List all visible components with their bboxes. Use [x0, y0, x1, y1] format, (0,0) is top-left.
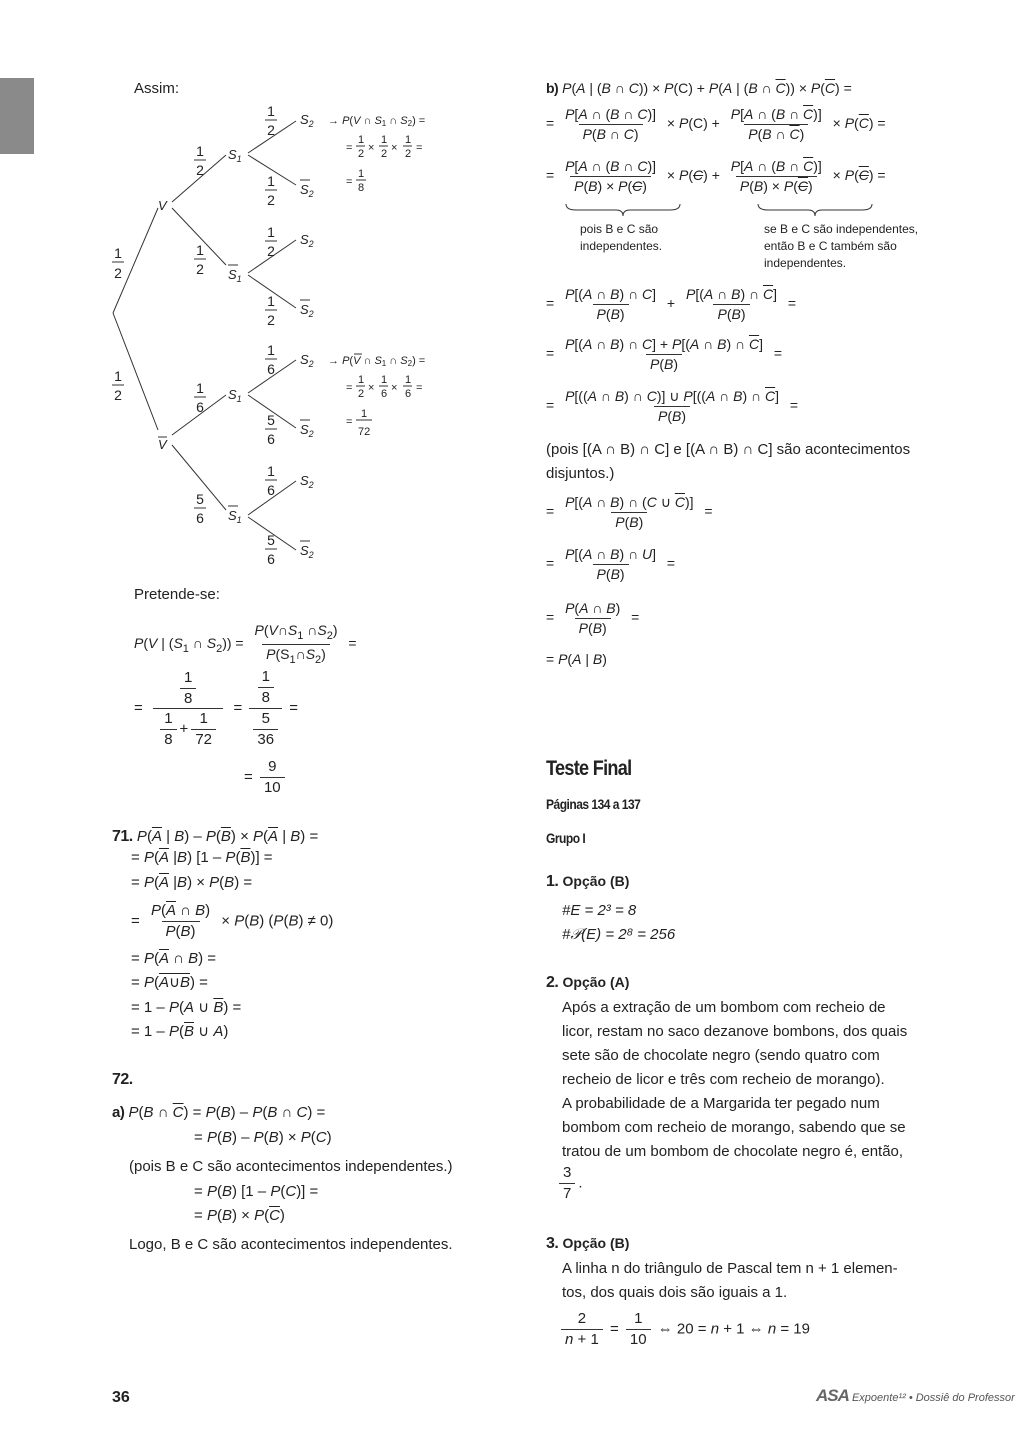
q3-header: [546, 1234, 629, 1253]
ex71: 71. $P(\overline{A}$ | $B) - P(\overline{B}) \times P(\overline{A}$ | B) =: [112, 828, 319, 845]
q2-option: Opção (A): [562, 974, 630, 990]
b-line3: = $\frac{P[A \cap (B \cap C)]}{P(B) \times P(C)}$ × P(C) + $\frac{P[A \cap (B \cap \overline{C})]}{P(B) \times P(C)}$ × P(C) =: [546, 158, 886, 194]
node-s1: $S_1$: [228, 147, 242, 164]
svg-text:6: 6: [196, 399, 204, 415]
conditional-formula: P(V | ($S_1$ ∩ $S_2$)) = $\frac{P(V\cap S_1 \cap S_2)}{P(S_1\cap S_2)}$ =: [134, 622, 357, 666]
asa-logo: ASA: [816, 1386, 849, 1405]
svg-text:S1: $S_1$: [228, 387, 242, 404]
svg-text:1: 1: [405, 134, 412, 146]
b-line7: = $\frac{P[(A \cap B) \cap (C \cup \overline{C})]}{P(B)}$ =: [546, 494, 713, 530]
svg-text:=: =: [346, 176, 353, 188]
result2-num: 1: [361, 408, 368, 420]
svg-text:S2: $S_2$: [300, 232, 314, 249]
svg-text:1: 1: [405, 374, 412, 386]
svg-text:1: 1: [267, 463, 275, 479]
svg-text:×: ×: [391, 382, 398, 394]
p-root-vbar-num: 1: [114, 368, 122, 384]
result1-num: 1: [358, 168, 365, 180]
svg-text:1: 1: [267, 293, 275, 309]
b-line1: b) P(A | (B ∩ C)) × P(C) + P(A | (B ∩ $\overline{C})) \times P(\overline{C})$ =: [546, 80, 852, 96]
svg-text:2: 2: [358, 148, 365, 160]
b-line6: = $\frac{P[((A \cap B) \cap C)] \cup P[((A \cap B) \cap \overline{C}]}{P(B)}$ =: [546, 388, 799, 424]
brace-left: [564, 202, 682, 218]
svg-text:=: =: [416, 142, 423, 154]
svg-text:1: 1: [358, 134, 365, 146]
q2-header: [546, 973, 629, 992]
b-label: b): [546, 80, 559, 96]
ex71-number: 71.: [112, 828, 133, 845]
svg-text:6: 6: [405, 388, 412, 400]
svg-text:×: ×: [368, 382, 375, 394]
result1-den: 8: [358, 182, 365, 194]
assim-label: Assim:: [134, 80, 179, 97]
side-tab: [0, 78, 34, 154]
probability-tree: [100, 95, 460, 595]
q1-number: 1.: [546, 873, 559, 890]
svg-text:6: 6: [267, 482, 275, 498]
ex72a-line1: a) P(B ∩ $\overline{C}) = P(B) - P(B$ ∩ C) =: [112, 1104, 326, 1121]
svg-text:S2: $S_2$: [300, 112, 314, 129]
q2-text: Após a extração de um bombom com recheio de licor, restam no saco dezanove bombons, dos quais sete são de chocolate negro (sendo quatro com recheio de licor e três com recheio de morango). A probabilidade de a Margarida ter pegado num bombom com recheio de morango, sabendo que se tratou de um bombom de chocolate negro é, então,: [562, 999, 908, 1160]
svg-text:6: 6: [267, 431, 275, 447]
svg-text:S2: $S_2$: [300, 422, 314, 439]
svg-text:S1: $S_1$: [228, 508, 242, 525]
svg-text:1: 1: [196, 242, 204, 258]
svg-text:1: 1: [267, 342, 275, 358]
svg-text:2: 2: [358, 388, 365, 400]
node-vbar: V: [158, 437, 167, 452]
ex71-line5: = $P(\overline{A}$ ∩ B) =: [131, 950, 217, 967]
b-line4: = $\frac{P[(A \cap B) \cap C]}{P(B)}$ + $\frac{P[(A \cap B) \cap \overline{C}]}{P(B)}$ =: [546, 286, 797, 322]
svg-text:S2: $S_2$: [300, 352, 314, 369]
ex71-line6: = P(A∪B) =: [131, 974, 208, 991]
svg-text:2: 2: [267, 192, 275, 208]
svg-text:1: 1: [196, 143, 204, 159]
ex71-line3: = $P(\overline{A}$ |B) × P(B) =: [131, 874, 253, 891]
svg-text:5: 5: [267, 412, 275, 428]
svg-text:→ P(V ∩ S1 ∩ S2) =: → P(V ∩ S1 ∩ S2) =: [328, 355, 426, 368]
q1-option: Opção (B): [562, 873, 630, 889]
ex71-line8: = $1 - P(\overline{B}$ ∪ A): [131, 1023, 229, 1040]
footer-brand: [816, 1386, 1015, 1406]
svg-text:2: 2: [405, 148, 412, 160]
svg-text:S2: $S_2$: [300, 302, 314, 319]
ex71-line2: = $P(\overline{A}$ |B) $[1 - P(\overline{B})]$ =: [131, 849, 273, 866]
grupo-label: Grupo I: [546, 830, 586, 846]
p-root-v-den: 2: [114, 265, 122, 281]
svg-text:5: 5: [267, 532, 275, 548]
q3-text: A linha n do triângulo de Pascal tem n + 1 elemen- tos, dos quais dois são iguais a 1.: [562, 1260, 898, 1301]
svg-text:S2: $S_2$: [300, 543, 314, 560]
q3-equation: $\frac{2}{n + 1}$ = $\frac{1}{10}$ ⇔ 20 = n + 1 ⇔ n = 19: [558, 1310, 810, 1349]
teste-final-title: Teste Final: [546, 757, 632, 780]
svg-text:=: =: [416, 382, 423, 394]
b-line5: = $\frac{P[(A \cap B) \cap C] + P[(A \cap B) \cap \overline{C}]}{P(B)}$ =: [546, 336, 783, 372]
svg-text:1: 1: [358, 374, 365, 386]
svg-text:6: 6: [196, 510, 204, 526]
p-root-vbar-den: 2: [114, 387, 122, 403]
page-number: 36: [112, 1389, 130, 1406]
b-line9: = $\frac{P(A \cap B)}{P(B)}$ =: [546, 600, 640, 636]
conditional-result: = $\frac{9}{10}$: [244, 758, 288, 797]
q2-number: 2.: [546, 974, 559, 991]
q2-fraction: $\frac{3}{7}$ .: [556, 1164, 583, 1203]
svg-text:=: =: [346, 416, 353, 428]
svg-text:S2: $S_2$: [300, 182, 314, 199]
ex71-line7: = 1 – P(A ∪ $\overline{B}$) =: [131, 999, 242, 1016]
b-line10: = P(A | B): [546, 651, 607, 667]
svg-text:1: 1: [267, 173, 275, 189]
p-root-v-num: 1: [114, 245, 122, 261]
q1-line1: #E = 2³ = 8: [562, 902, 637, 919]
result2-den: 72: [358, 426, 371, 438]
footer-book: Expoente¹² • Dossiê do Professor: [851, 1392, 1015, 1404]
svg-text:6: 6: [381, 388, 388, 400]
svg-text:→ P(V ∩ S1 ∩ S2) =: → P(V ∩ S1 ∩ S2) =: [328, 115, 426, 128]
svg-text:1: 1: [381, 374, 388, 386]
node-v: V: [158, 198, 167, 213]
svg-text:=: =: [346, 142, 353, 154]
conditional-step2: = $\frac{1}{8}$ $\frac{1}{8}$ + $\frac{1}{72}$ = $\frac{\frac{1}{8}}{\frac{5}{36}}$ =: [134, 668, 299, 748]
svg-text:×: ×: [368, 142, 375, 154]
pois-disjuntos: (pois [(A ∩ B) ∩ C] e [(A ∩ B) ∩ C] são acontecimentos disjuntos.): [546, 441, 911, 482]
ex71-line4: = $\frac{P(\overline{A} \cap B)}{P(B)}$ × P(B) (P(B) ≠ 0): [131, 902, 334, 940]
q3-option: Opção (B): [562, 1235, 630, 1251]
brace-right-note: se B e C são independentes, então B e C também são independentes.: [764, 222, 919, 270]
pretende-label: Pretende-se:: [134, 586, 220, 603]
q1-header: [546, 872, 629, 891]
svg-text:2: 2: [196, 261, 204, 277]
svg-text:=: =: [346, 382, 353, 394]
ex72a-line2: = P(B) – P(B) × P(C): [194, 1129, 332, 1146]
ex72a-line3: = P(B) [1 – P(C)] =: [194, 1183, 319, 1200]
svg-text:2: 2: [267, 122, 275, 138]
paginas-label: Páginas 134 a 137: [546, 796, 641, 812]
node-s1bar: $S_1$: [228, 267, 242, 284]
svg-text:2: 2: [267, 243, 275, 259]
svg-text:1: 1: [267, 224, 275, 240]
svg-text:S2: $S_2$: [300, 473, 314, 490]
svg-text:2: 2: [196, 162, 204, 178]
svg-text:1: 1: [267, 103, 275, 119]
ex72-number: 72.: [112, 1071, 133, 1088]
b-line2: = $\frac{P[A \cap (B \cap C)]}{P(B \cap C)}$ × P(C) + $\frac{P[A \cap (B \cap \overline{C})]}{P(B \cap \overline{C})}$ × $P(\overline{C})$ =: [546, 106, 886, 142]
svg-text:2: 2: [267, 312, 275, 328]
q3-number: 3.: [546, 1235, 559, 1252]
svg-text:6: 6: [267, 551, 275, 567]
pois-indep: (pois B e C são acontecimentos independentes.): [129, 1158, 453, 1175]
svg-text:2: 2: [381, 148, 388, 160]
brace-left-note: pois B e C são independentes.: [580, 222, 663, 253]
brace-right: [756, 202, 874, 218]
svg-text:1: 1: [196, 380, 204, 396]
ex72a-line4: = $P(B) \times P(\overline{C})$: [194, 1207, 285, 1224]
svg-text:5: 5: [196, 491, 204, 507]
logo-conclusion: Logo, B e C são acontecimentos independentes.: [129, 1236, 453, 1253]
svg-text:×: ×: [391, 142, 398, 154]
b-line8: = $\frac{P[(A \cap B) \cap U]}{P(B)}$ =: [546, 546, 676, 582]
svg-text:1: 1: [381, 134, 388, 146]
ex72a-label: a): [112, 1104, 125, 1121]
svg-text:6: 6: [267, 361, 275, 377]
q1-line2: #𝒫(E) = 2⁸ = 256: [562, 926, 676, 943]
